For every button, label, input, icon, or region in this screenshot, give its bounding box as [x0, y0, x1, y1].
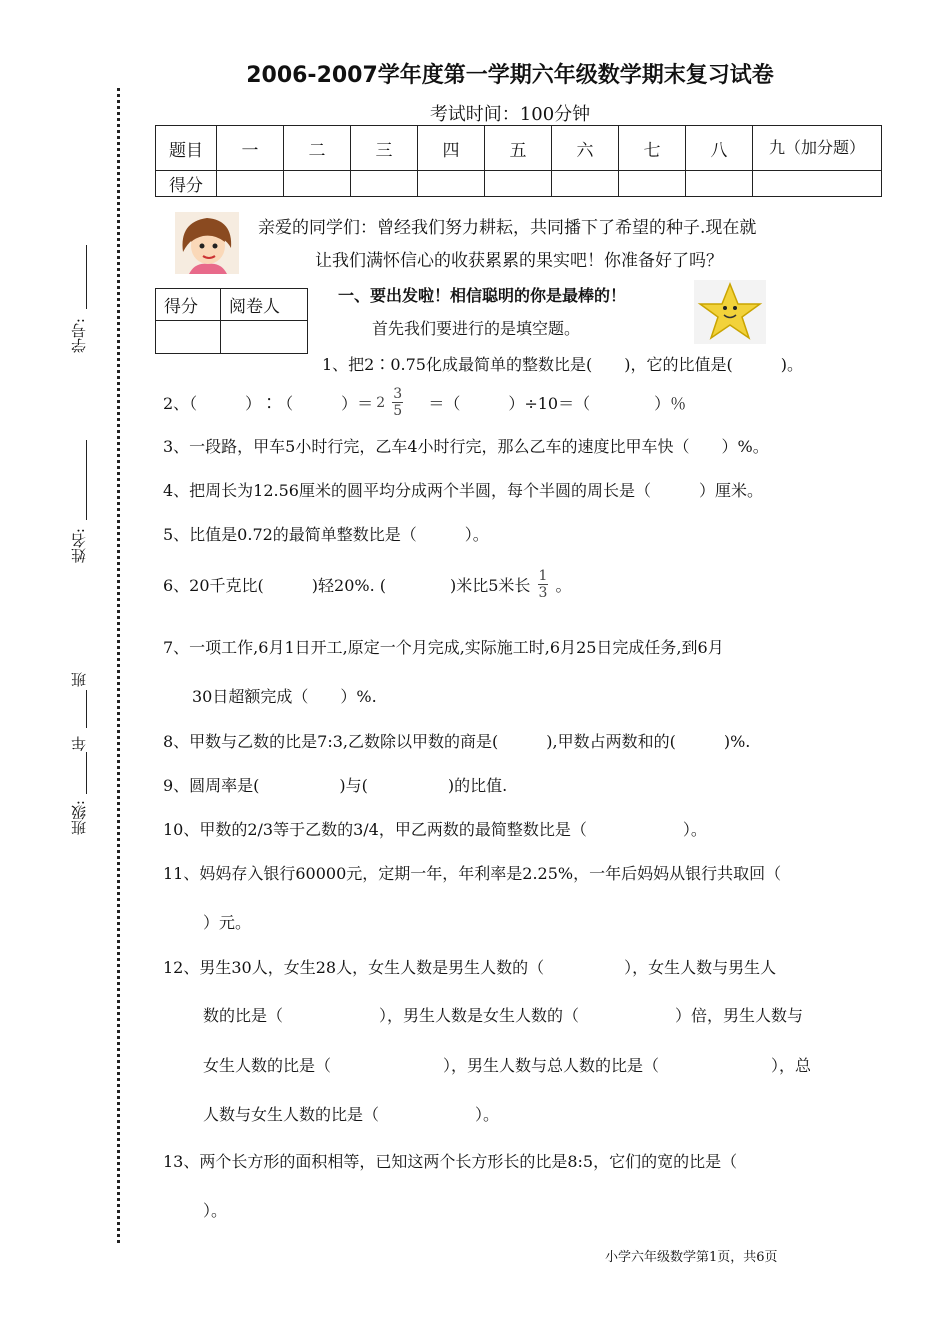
question-2-part-a: 2、（ ）∶（ ）＝ [163, 394, 374, 413]
fraction-numerator: 1 [538, 568, 548, 584]
student-id-line [86, 245, 87, 309]
question-12-line-2: 数的比是（ ），男生人数是女生人数的（ ）倍，男生人数与 [203, 1006, 804, 1025]
score-cell[interactable] [686, 171, 753, 197]
question-13-line-2: ）。 [203, 1201, 228, 1220]
class-label: 班级: [70, 800, 88, 836]
score-header: 四 [418, 126, 485, 171]
question-13-line-1: 13、两个长方形的面积相等，已知这两个长方形长的比是8:5，它们的宽的比是（ [163, 1152, 738, 1171]
question-11-line-2: ）元。 [203, 913, 252, 932]
score-cell[interactable] [217, 171, 284, 197]
girl-illustration [175, 212, 239, 274]
question-2-part-b: ＝（ ）÷10＝（ ）％ [428, 394, 687, 413]
grader-name-cell[interactable] [221, 321, 308, 354]
score-header: 一 [217, 126, 284, 171]
question-4: 4、把周长为12.56厘米的圆平均分成两个半圆，每个半圆的周长是（ ）厘米。 [163, 481, 763, 500]
grader-score-cell[interactable] [156, 321, 221, 354]
question-6 [163, 568, 572, 601]
exam-title: 2006-2007学年度第一学期六年级数学期末复习试卷 [246, 63, 774, 88]
fraction-numerator: 3 [393, 386, 403, 402]
question-1: 1、把2∶0.75化成最简单的整数比是( )，它的比值是( )。 [322, 355, 803, 374]
question-6-fraction [538, 568, 549, 601]
intro-line-2: 让我们满怀信心的收获累累的果实吧！你准备好了吗？ [315, 251, 723, 271]
fraction-denominator: 3 [538, 585, 548, 601]
score-cell[interactable] [351, 171, 418, 197]
question-2-frac-prefix: 2 [376, 394, 386, 411]
fraction-denominator: 5 [393, 403, 403, 419]
question-10: 10、甲数的2/3等于乙数的3/4，甲乙两数的最简整数比是（ ）。 [163, 820, 707, 839]
name-label: 姓名: [70, 528, 88, 564]
grader-table [155, 288, 308, 354]
question-12-line-3: 女生人数的比是（ ），男生人数与总人数的比是（ ），总 [203, 1056, 812, 1075]
score-cell[interactable] [753, 171, 882, 197]
score-header: 六 [552, 126, 619, 171]
section-1-lead: 首先我们要进行的是填空题。 [372, 319, 581, 338]
ban-label: 班 [70, 672, 88, 687]
question-8: 8、甲数与乙数的比是7:3,乙数除以甲数的商是( ),甲数占两数和的( )%. [163, 732, 751, 751]
grader-name-label: 阅卷人 [221, 289, 308, 321]
question-7-line-1: 7、一项工作,6月1日开工,原定一个月完成,实际施工时,6月25日完成任务,到6月 [163, 638, 724, 657]
grade-line [86, 752, 87, 794]
grade-label: 年 [70, 736, 88, 751]
question-5: 5、比值是0.72的最简单整数比是（ ）。 [163, 525, 489, 544]
name-line [86, 440, 87, 520]
question-12-line-1: 12、男生30人，女生28人，女生人数是男生人数的（ ），女生人数与男生人 [163, 958, 777, 977]
score-header: 二 [284, 126, 351, 171]
exam-time: 考试时间：100分钟 [429, 104, 591, 125]
score-header: 五 [485, 126, 552, 171]
score-cell[interactable] [619, 171, 686, 197]
binding-dotted-line [117, 88, 120, 1243]
score-row-label: 得分 [156, 171, 217, 197]
star-mascot-illustration [694, 280, 766, 344]
score-cell[interactable] [552, 171, 619, 197]
score-header: 三 [351, 126, 418, 171]
question-9: 9、圆周率是( )与( )的比值. [163, 776, 508, 795]
score-cell[interactable] [485, 171, 552, 197]
question-2-fraction [392, 386, 403, 419]
page-footer: 小学六年级数学第1页，共6页 [605, 1250, 778, 1265]
question-3: 3、一段路，甲车5小时行完，乙车4小时行完，那么乙车的速度比甲车快（ ）%。 [163, 437, 769, 456]
score-header: 九（加分题） [753, 126, 882, 171]
ban-line [86, 690, 87, 728]
question-12-line-4: 人数与女生人数的比是（ ）。 [203, 1105, 500, 1124]
score-header: 八 [686, 126, 753, 171]
student-id-label: 学号: [70, 318, 88, 354]
section-1-title: 一、要出发啦！相信聪明的你是最棒的！ [338, 286, 627, 305]
question-11-line-1: 11、妈妈存入银行60000元，定期一年，年利率是2.25%，一年后妈妈从银行共取回（ [163, 864, 782, 883]
question-6-part-b: 。 [555, 576, 572, 595]
question-2 [163, 386, 686, 419]
question-7-line-2: 30日超额完成（ ）%. [192, 687, 377, 706]
question-6-part-a: 6、20千克比( )轻20%. ( )米比5米长 [163, 576, 531, 595]
grader-score-label: 得分 [156, 289, 221, 321]
score-table [155, 125, 882, 197]
score-header: 题目 [156, 126, 217, 171]
score-header: 七 [619, 126, 686, 171]
intro-line-1: 亲爱的同学们：曾经我们努力耕耘，共同播下了希望的种子.现在就 [258, 218, 757, 238]
score-cell[interactable] [284, 171, 351, 197]
score-cell[interactable] [418, 171, 485, 197]
